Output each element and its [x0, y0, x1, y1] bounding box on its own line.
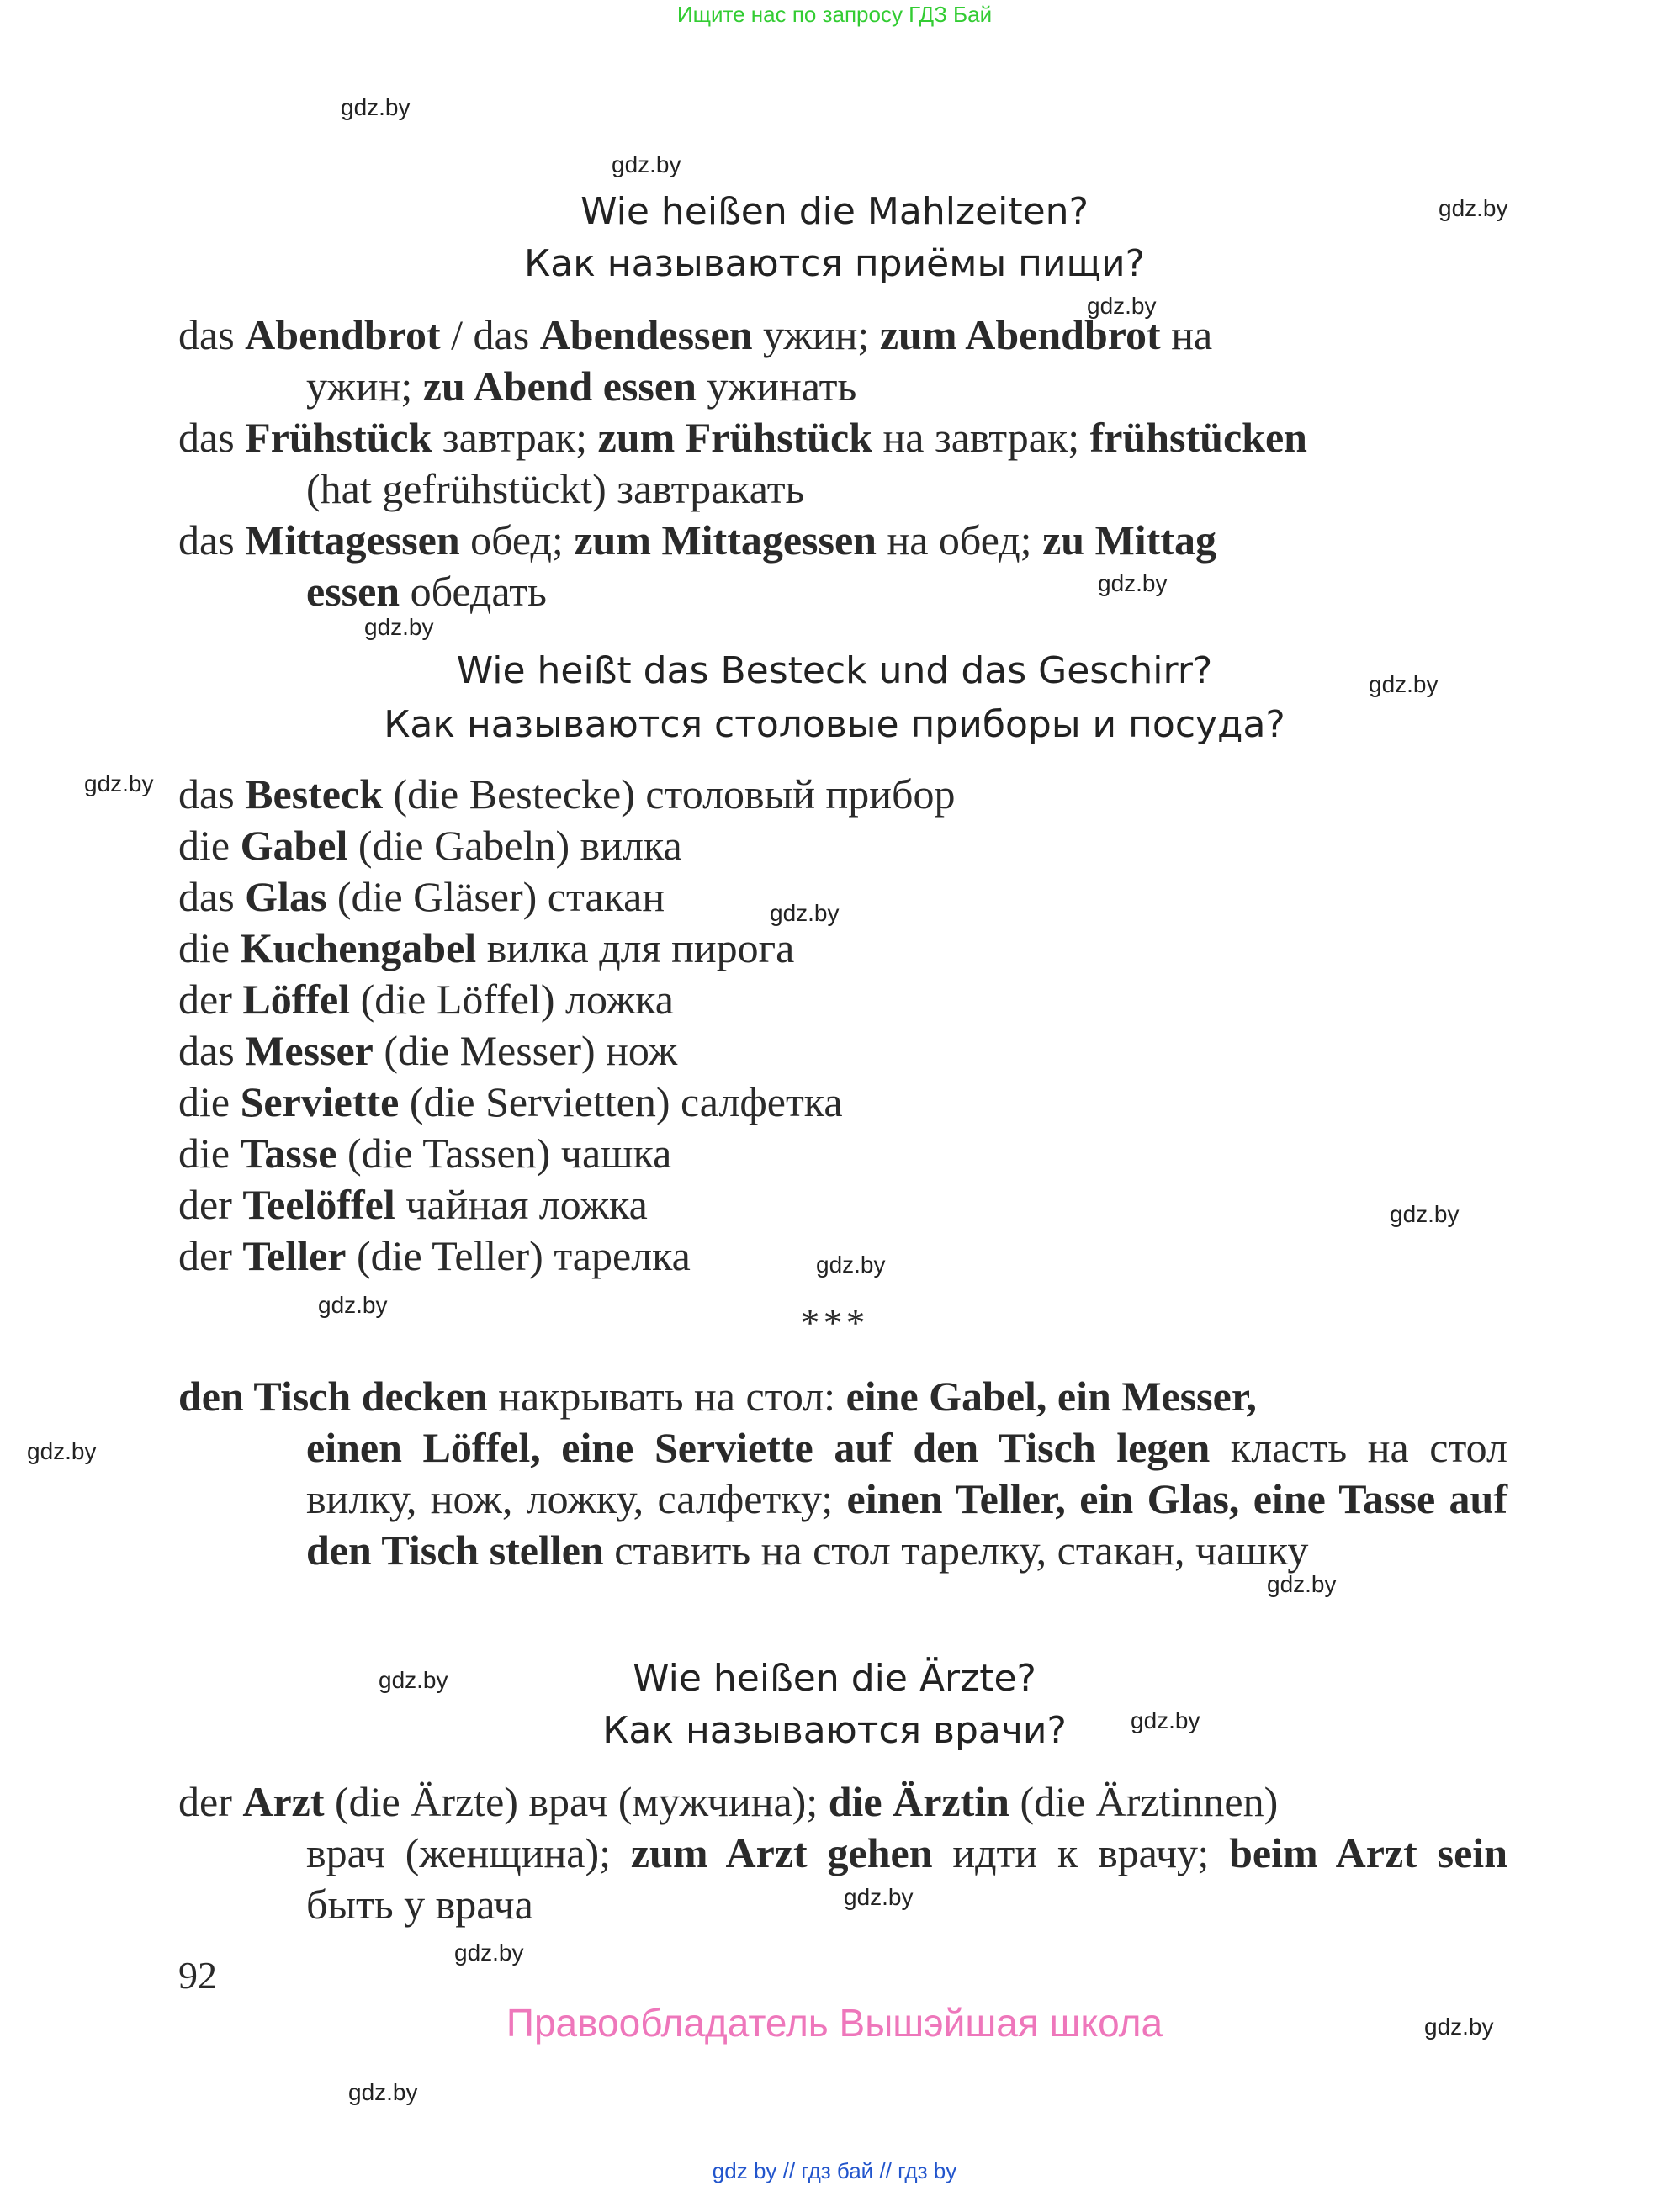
entry-abendbrot: das Abendbrot / das Abendessen ужин; zum Abendbrot на ужин; zu Abend essen ужинать	[178, 311, 1213, 410]
watermark: gdz.by	[348, 2079, 418, 2105]
entry-besteck: das Besteck (die Bestecke) столовый прибор	[178, 770, 956, 818]
watermark: gdz.by	[341, 94, 411, 120]
watermark: gdz.by	[318, 1292, 388, 1318]
entry-mittagessen: das Mittagessen обед; zum Mittagessen на обед; zu Mittag essen обедать	[178, 516, 1216, 615]
footer-links[interactable]: gdz by // гдз бай // гдз by	[712, 2158, 957, 2183]
entry-messer: das Messer (die Messer) нож	[178, 1027, 678, 1074]
entry-fruehstueck: das Frühstück завтрак; zum Frühstück на завтрак; frühstücken (hat gefrühstückt) завтракать	[178, 414, 1307, 512]
watermark: gdz.by	[612, 151, 681, 177]
section2-title-de: Wie heißt das Besteck und das Geschirr?	[456, 649, 1213, 692]
section1-title-de: Wie heißen die Mahlzeiten?	[580, 190, 1089, 233]
separator: ***	[800, 1301, 869, 1344]
watermark: gdz.by	[1439, 195, 1508, 221]
watermark: gdz.by	[844, 1884, 914, 1910]
entry-glas: das Glas (die Gläser) стакан	[178, 873, 665, 920]
watermark: gdz.by	[379, 1667, 448, 1693]
watermark: gdz.by	[84, 770, 154, 796]
top-banner: Ищите нас по запросу ГДЗ Бай	[676, 2, 993, 27]
entry-gabel: die Gabel (die Gabeln) вилка	[178, 822, 682, 869]
entry-loeffel: der Löffel (die Löffel) ложка	[178, 976, 674, 1023]
watermark: gdz.by	[1369, 671, 1439, 697]
watermark: gdz.by	[1087, 293, 1157, 319]
watermark: gdz.by	[454, 1939, 524, 1966]
page-number: 92	[178, 1954, 217, 1997]
watermark: gdz.by	[816, 1252, 886, 1278]
watermark: gdz.by	[1267, 1571, 1337, 1597]
watermark: gdz.by	[1424, 2014, 1494, 2040]
watermark: gdz.by	[27, 1438, 97, 1464]
entry-arzt: der Arzt (die Ärzte) врач (мужчина); die Ärztin (die Ärztinnen) врач (женщина); zum Arzt gehen идти к врачу; beim Arzt sein быть у врача	[178, 1778, 1507, 1928]
entry-teller: der Teller (die Teller) тарелка	[178, 1232, 691, 1279]
section3-title-de: Wie heißen die Ärzte?	[633, 1657, 1036, 1700]
copyright: Правообладатель Вышэйшая школа	[506, 2001, 1163, 2045]
entry-tasse: die Tasse (die Tassen) чашка	[178, 1130, 672, 1177]
section3-title-ru: Как называются врачи?	[602, 1709, 1067, 1752]
entry-serviette: die Serviette (die Servietten) салфетка	[178, 1078, 843, 1125]
entry-tisch-decken: den Tisch decken накрывать на стол: eine Gabel, ein Messer, einen Löffel, eine Serviette auf den Tisch legen класть на стол вилку, нож, ложку, салфетку; einen Teller, ein Glas, eine Tasse auf den Tisch stellen ставить на стол тарелку, стакан, чашку	[178, 1373, 1507, 1574]
watermark: gdz.by	[364, 614, 434, 640]
section1-title-ru: Как называются приёмы пищи?	[524, 242, 1145, 285]
watermark: gdz.by	[1390, 1201, 1460, 1227]
entry-teeloeffel: der Teelöffel чайная ложка	[178, 1181, 648, 1228]
watermark: gdz.by	[770, 900, 840, 926]
section2-title-ru: Как называются столовые приборы и посуда?	[384, 703, 1285, 746]
watermark: gdz.by	[1131, 1707, 1200, 1733]
entry-kuchengabel: die Kuchengabel вилка для пирога	[178, 924, 795, 971]
watermark: gdz.by	[1098, 570, 1168, 596]
